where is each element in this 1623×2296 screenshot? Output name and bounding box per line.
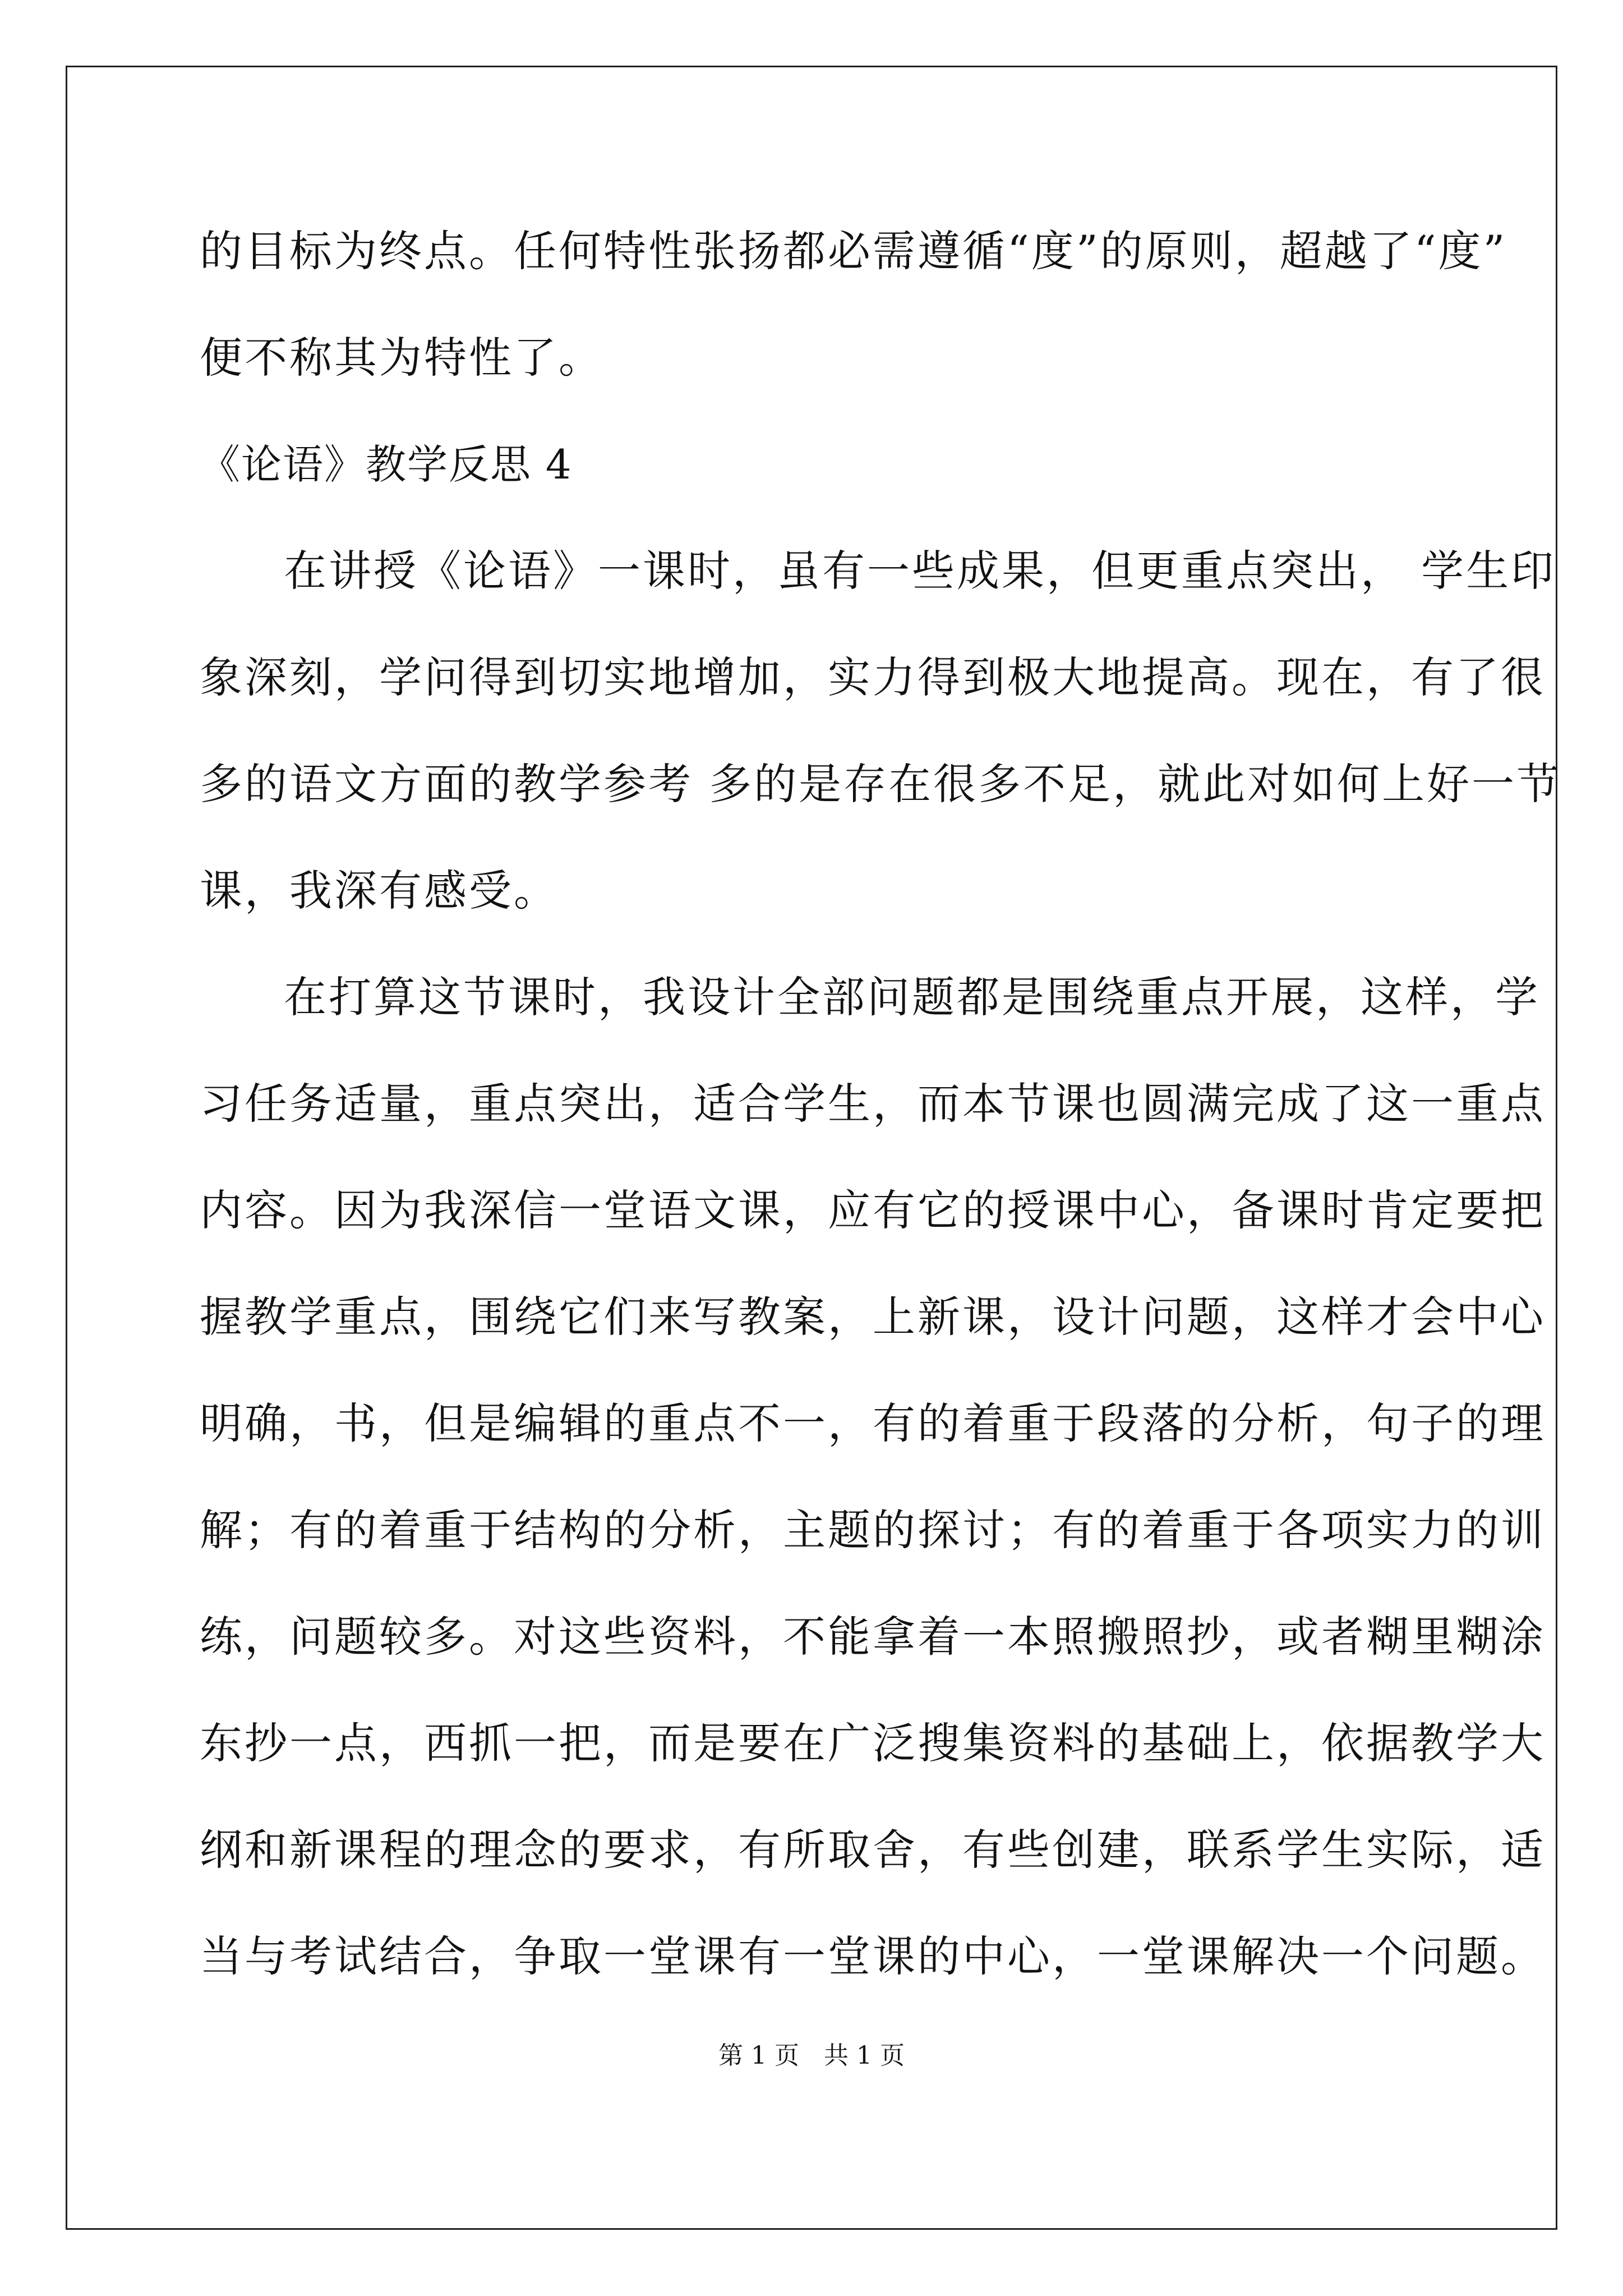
section-heading: 《论语》教学反思 4 [200,441,573,488]
paragraph-line: 习任务适量，重点突出，适合学生，而本节课也圆满完成了这一重点 [200,1079,1546,1129]
paragraph-line: 在讲授《论语》一课时，虽有一些成果，但更重点突出， 学生印 [284,546,1556,596]
paragraph-line: 内容。因为我深信一堂语文课，应有它的授课中心，备课时肯定要把 [200,1185,1546,1235]
paragraph-line: 明确，书，但是编辑的重点不一，有的着重于段落的分析，句子的理 [200,1398,1546,1448]
paragraph-line: 课，我深有感受。 [200,866,559,915]
paragraph-line: 象深刻，学问得到切实地增加，实力得到极大地提高。现在，有了很 [200,652,1546,702]
paragraph-line: 纲和新课程的理念的要求，有所取舍，有些创建，联系学生实际，适 [200,1825,1546,1875]
document-body [200,206,1562,2018]
paragraph-line: 东抄一点，西抓一把，而是要在广泛搜集资料的基础上，依据教学大 [200,1718,1546,1768]
paragraph-line: 握教学重点，围绕它们来写教案，上新课，设计问题，这样才会中心 [200,1292,1546,1342]
page-number-footer: 第 1 页 共 1 页 [718,2041,905,2070]
paragraph-line: 多的语文方面的教学参考 多的是存在很多不足，就此对如何上好一节 [200,759,1562,809]
paragraph-line: 在打算这节课时，我设计全部问题都是围绕重点开展，这样，学 [284,972,1540,1022]
paragraph-line: 练，问题较多。对这些资料，不能拿着一本照搬照抄，或者糊里糊涂 [200,1612,1546,1662]
paragraph-line: 当与考试结合，争取一堂课有一堂课的中心，一堂课解决一个问题。 [200,1931,1546,1981]
paragraph-line: 的目标为终点。任何特性张扬都必需遵循“度”的原则，超越了“度” [200,226,1507,276]
paragraph-line: 便不称其为特性了。 [200,333,603,383]
paragraph-line: 解；有的着重于结构的分析，主题的探讨；有的着重于各项实力的训 [200,1505,1546,1555]
